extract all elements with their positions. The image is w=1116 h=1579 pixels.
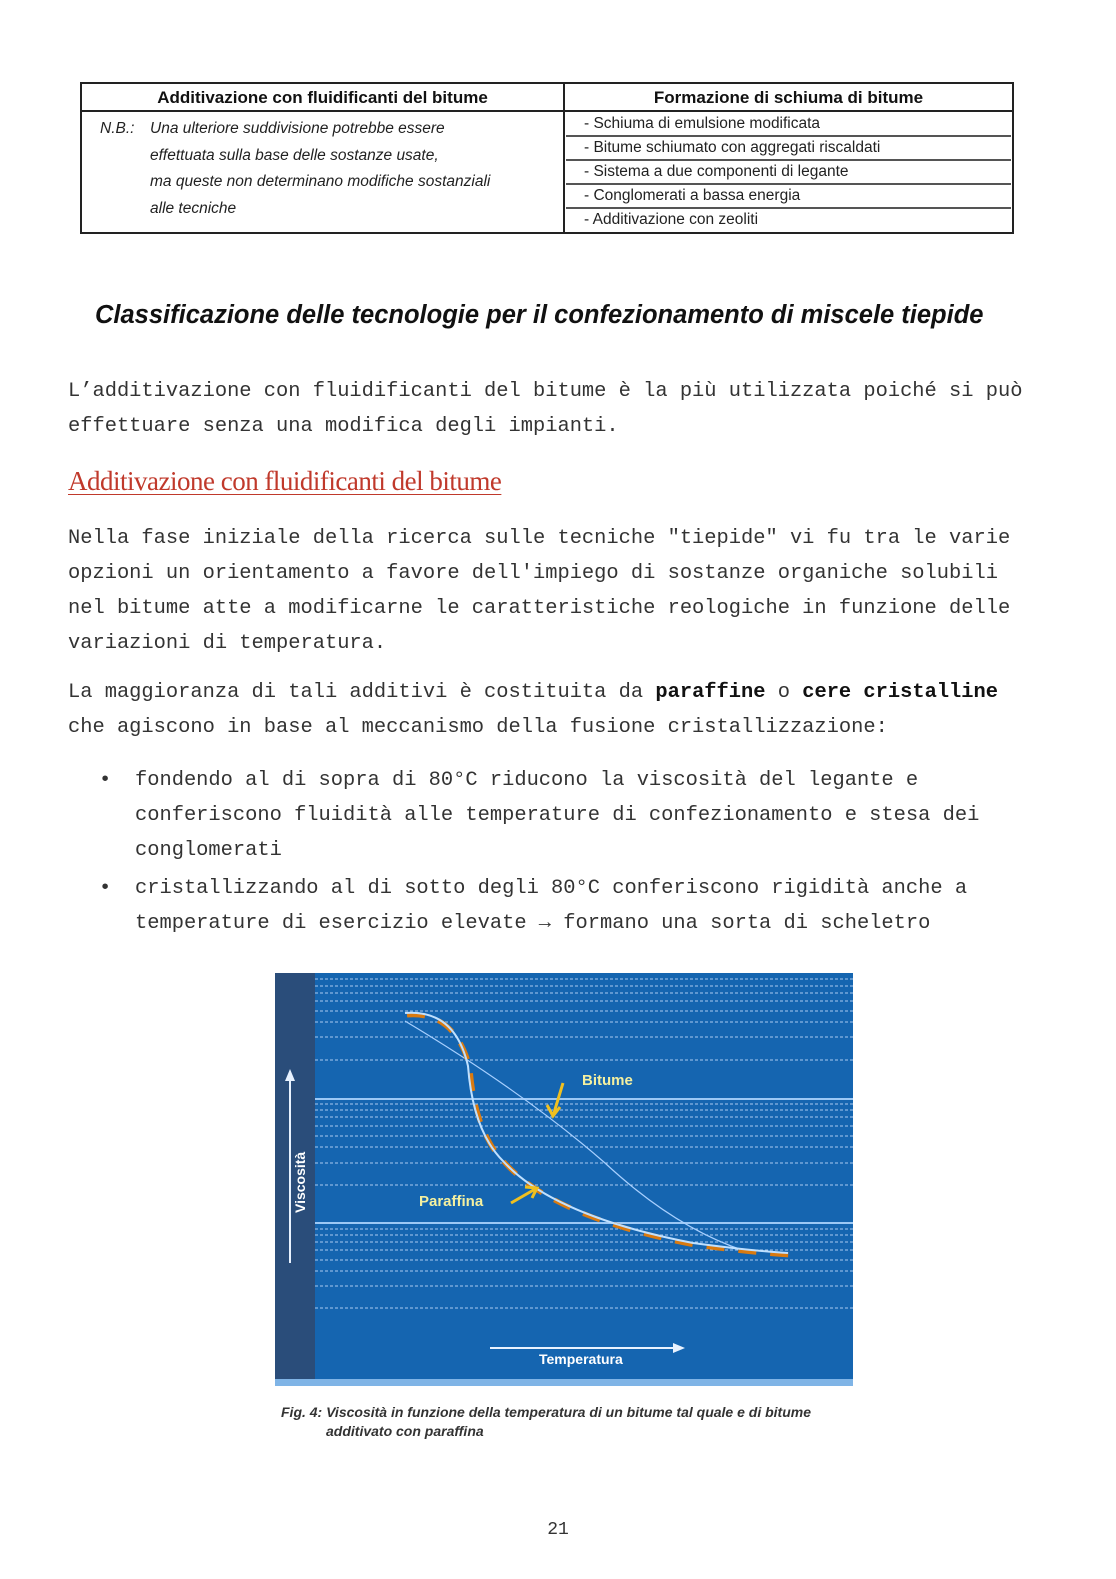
viscosity-figure (275, 973, 853, 1386)
bullet-icon: • (99, 769, 112, 792)
text-line: che agiscono in base al meccanismo della fusione cristallizzazione: (68, 716, 888, 739)
text-line (68, 675, 998, 710)
foam-item: - Bitume schiumato con aggregati riscaldati (566, 137, 1011, 161)
text-line: nel bitume atte a modificarne le caratteristiche reologiche in funzione delle (68, 597, 1011, 620)
technology-table (80, 82, 1014, 234)
figure-caption (281, 1403, 811, 1441)
foam-item: - Conglomerati a bassa energia (566, 185, 1011, 209)
figure-background (275, 973, 853, 1386)
foam-item: - Additivazione con zeoliti (584, 211, 759, 228)
foam-item: - Schiuma di emulsione modificata (566, 113, 1011, 137)
section-heading: Classificazione delle tecnologie per il confezionamento di miscele tiepide (95, 301, 984, 329)
text-line: variazioni di temperatura. (68, 632, 387, 655)
text-line: temperature di esercizio elevate → formano una sorta di scheletro (135, 912, 931, 935)
page-number: 21 (547, 1520, 569, 1540)
bitume-label: Bitume (582, 1072, 633, 1089)
y-axis-label: Viscosità (292, 1151, 308, 1213)
note-line: Una ulteriore suddivisione potrebbe essere (150, 120, 445, 137)
table-header-fluidificanti: Additivazione con fluidificanti del bitume (81, 83, 564, 111)
bullet-item (99, 763, 980, 868)
note-line: alle tecniche (150, 199, 237, 217)
bullet-icon: • (99, 877, 112, 900)
text-line: L’additivazione con fluidificanti del bitume è la più utilizzata poiché si può (68, 380, 1023, 403)
text-line: conferiscono fluidità alle temperature di confezionamento e stesa dei (135, 804, 980, 827)
bold-term: paraffine (655, 681, 766, 704)
text-line: fondendo al di sopra di 80°C riducono la viscosità del legante e (135, 769, 919, 792)
text-run: La maggioranza di tali additivi è costituita da (68, 681, 656, 704)
text-line: effettuare senza una modifica degli impianti. (68, 415, 619, 438)
intro-paragraph (68, 374, 1022, 444)
text-line: opzioni un orientamento a favore dell'impiego di sostanze organiche solubili (68, 562, 998, 585)
note-line: ma queste non determinano modifiche sostanziali (150, 173, 491, 190)
text-line: Nella fase iniziale della ricerca sulle tecniche "tiepide" vi fu tra le varie (68, 527, 1011, 550)
x-axis-label: Temperatura (539, 1351, 623, 1367)
foam-list-cell (564, 111, 1013, 233)
paragraph-2 (68, 675, 998, 745)
caption-line: Fig. 4: Viscosità in funzione della temperatura di un bitume tal quale e di bitume (281, 1404, 812, 1420)
foam-item: - Sistema a due componenti di legante (566, 161, 1011, 185)
caption-line: additivato con paraffina (326, 1423, 484, 1439)
subsection-heading: Additivazione con fluidificanti del bitume (68, 466, 502, 496)
table-header-schiuma: Formazione di schiuma di bitume (564, 83, 1013, 111)
bold-term: cere cristalline (802, 681, 999, 704)
note-line: effettuata sulla base delle sostanze usate, (150, 146, 439, 164)
figure-bottom-band (275, 1379, 853, 1386)
paragraph-1 (68, 521, 1010, 661)
text-run: o (765, 681, 803, 704)
text-line: cristallizzando al di sotto degli 80°C conferiscono rigidità anche a (135, 877, 968, 900)
paraffina-label: Paraffina (419, 1193, 484, 1210)
note-label: N.B.: (100, 120, 135, 137)
text-line: conglomerati (135, 839, 282, 862)
note-cell (81, 111, 564, 233)
bullet-item (99, 871, 968, 941)
